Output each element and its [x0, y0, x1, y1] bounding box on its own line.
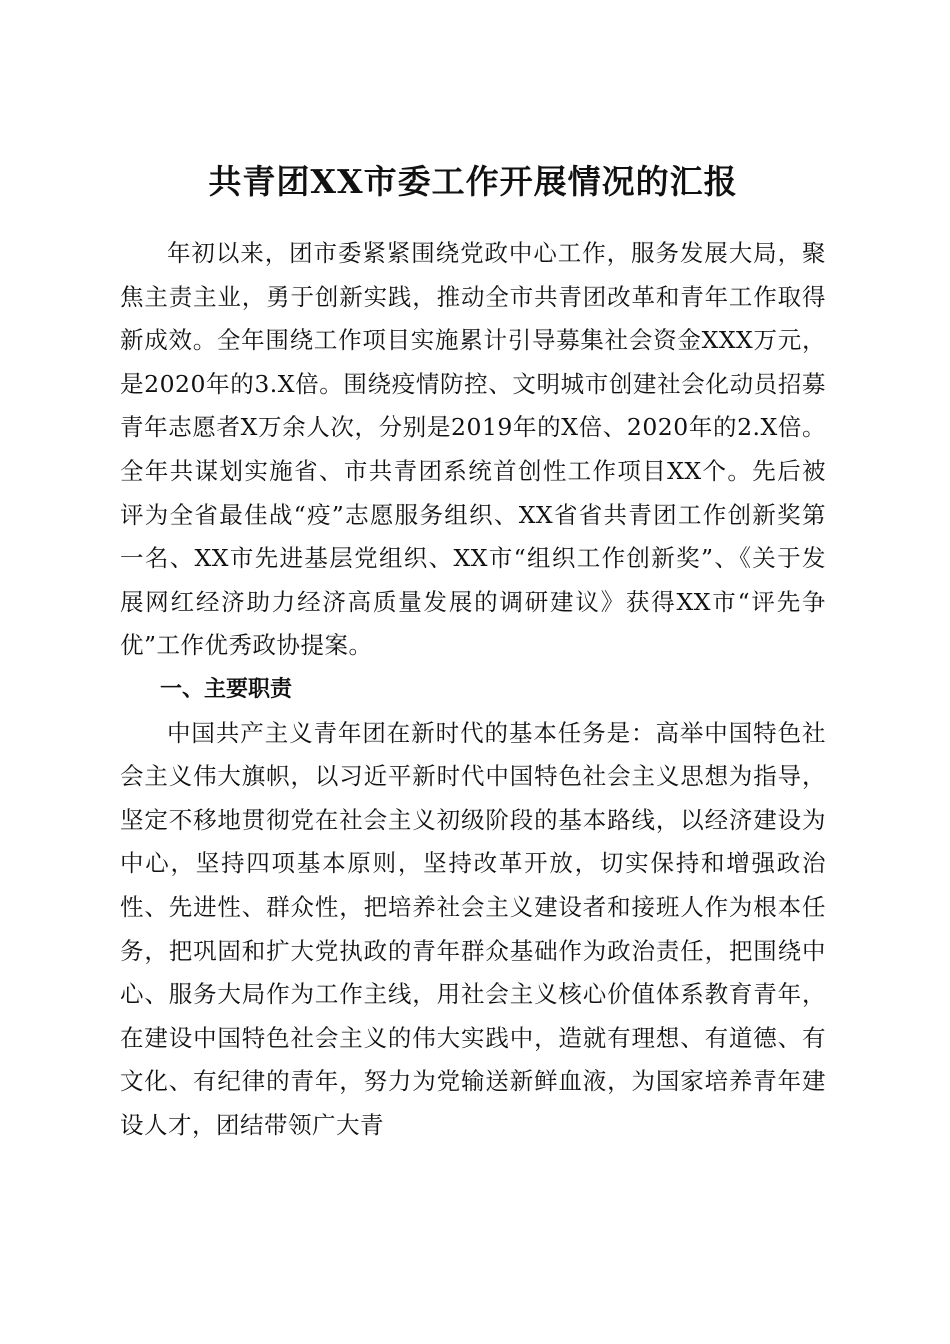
document-title: 共青团XX市委工作开展情况的汇报: [208, 162, 738, 202]
document-body: [120, 232, 826, 1147]
section-paragraph-main-duties: 中国共产主义青年团在新时代的基本任务是：高举中国特色社会主义伟大旗帜，以习近平新时代中国特色社会主义思想为指导，坚定不移地贯彻党在社会主义初级阶段的基本路线，以经济建设为中心，坚持四项基本原则，坚持改革开放，切实保持和增强政治性、先进性、群众性，把培养社会主义建设者和接班人作为根本任务，把巩固和扩大党执政的青年群众基础作为政治责任，把围绕中心、服务大局作为工作主线，用社会主义核心价值体系教育青年，在建设中国特色社会主义的伟大实践中，造就有理想、有道德、有文化、有纪律的青年，努力为党输送新鲜血液，为国家培养青年建设人才，团结带领广大青: [120, 718, 826, 1139]
section-heading-main-duties: 一、主要职责: [160, 676, 293, 702]
intro-paragraph: 年初以来，团市委紧紧围绕党政中心工作，服务发展大局，聚焦主责主业，勇于创新实践，推动全市共青团改革和青年工作取得新成效。全年围绕工作项目实施累计引导募集社会资金XXX万元，是2020年的3.X倍。围绕疫情防控、文明城市创建社会化动员招募青年志愿者X万余人次，分别是2019年的X倍、2020年的2.X倍。全年共谋划实施省、市共青团系统首创性工作项目XX个。先后被评为全省最佳战“疫”志愿服务组织、XX省省共青团工作创新奖第一名、XX市先进基层党组织、XX市“组织工作创新奖”、《关于发展网红经济助力经济高质量发展的调研建议》获得XX市“评先争优”工作优秀政协提案。: [120, 239, 826, 660]
